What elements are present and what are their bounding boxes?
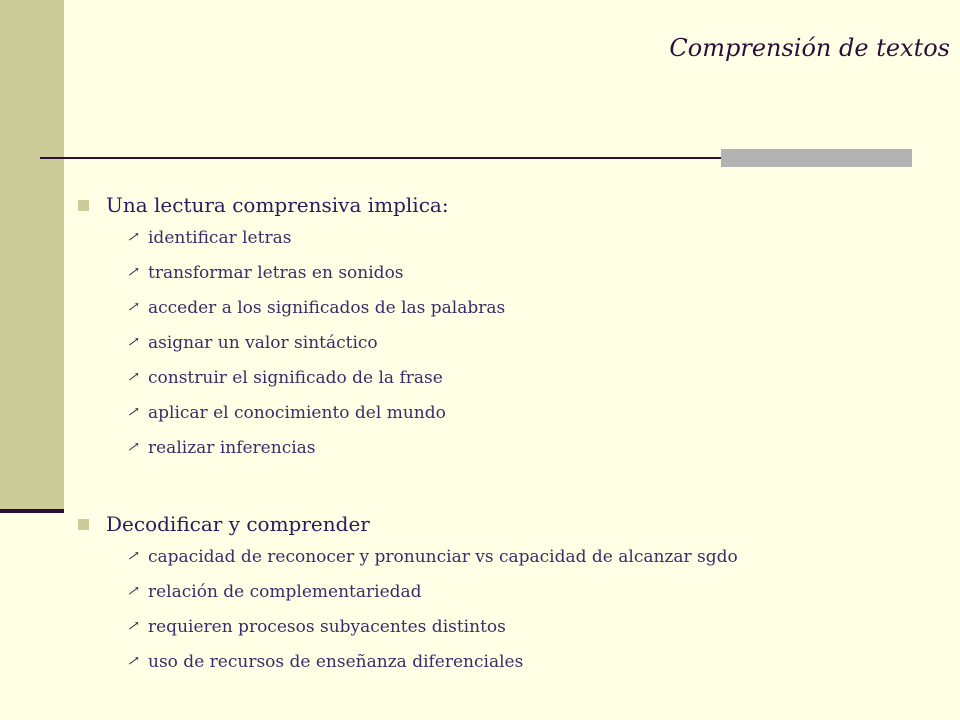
script-arrow-bullet-icon: ↗: [125, 265, 142, 280]
bullet-text: realizar inferencias: [148, 437, 316, 458]
bullet-level2: [0, 290, 960, 325]
script-arrow-bullet-icon: ↗: [125, 405, 142, 420]
section-decodificar: [0, 509, 960, 679]
bullet-level2: [0, 609, 960, 644]
slide-title: Comprensión de textos: [669, 34, 950, 62]
section-lectura: [0, 190, 960, 465]
bullet-level2: [0, 255, 960, 290]
bullet-level2: [0, 574, 960, 609]
script-arrow-bullet-icon: ↗: [125, 549, 142, 564]
script-arrow-bullet-icon: ↗: [125, 335, 142, 350]
script-arrow-bullet-icon: ↗: [125, 654, 142, 669]
bullet-text: construir el significado de la frase: [148, 367, 443, 388]
bullet-level2: [0, 220, 960, 255]
script-arrow-bullet-icon: ↗: [125, 584, 142, 599]
bullet-text: relación de complementariedad: [148, 581, 422, 602]
bullet-text: asignar un valor sintáctico: [148, 332, 378, 353]
bullet-level1: [0, 190, 960, 220]
divider-accent-block: [721, 149, 912, 167]
bullet-level2: [0, 430, 960, 465]
bullet-text: aplicar el conocimiento del mundo: [148, 402, 446, 423]
bullet-level2: [0, 360, 960, 395]
bullet-level2: [0, 539, 960, 574]
square-bullet-icon: [78, 200, 89, 211]
bullet-text: acceder a los significados de las palabras: [148, 297, 506, 318]
script-arrow-bullet-icon: ↗: [125, 230, 142, 245]
square-bullet-icon: [78, 519, 89, 530]
script-arrow-bullet-icon: ↗: [125, 370, 142, 385]
bullet-text: uso de recursos de enseñanza diferenciales: [148, 651, 524, 672]
bullet-text: identificar letras: [148, 227, 292, 248]
bullet-level2: [0, 325, 960, 360]
bullet-text: transformar letras en sonidos: [148, 262, 404, 283]
bullet-level2: [0, 395, 960, 430]
script-arrow-bullet-icon: ↗: [125, 619, 142, 634]
section-heading: Una lectura comprensiva implica:: [106, 193, 449, 217]
bullet-level1: [0, 509, 960, 539]
script-arrow-bullet-icon: ↗: [125, 440, 142, 455]
bullet-text: capacidad de reconocer y pronunciar vs capacidad de alcanzar sgdo: [148, 546, 738, 567]
bullet-text: requieren procesos subyacentes distintos: [148, 616, 506, 637]
section-heading: Decodificar y comprender: [106, 512, 370, 536]
bullet-level2: [0, 644, 960, 679]
script-arrow-bullet-icon: ↗: [125, 300, 142, 315]
